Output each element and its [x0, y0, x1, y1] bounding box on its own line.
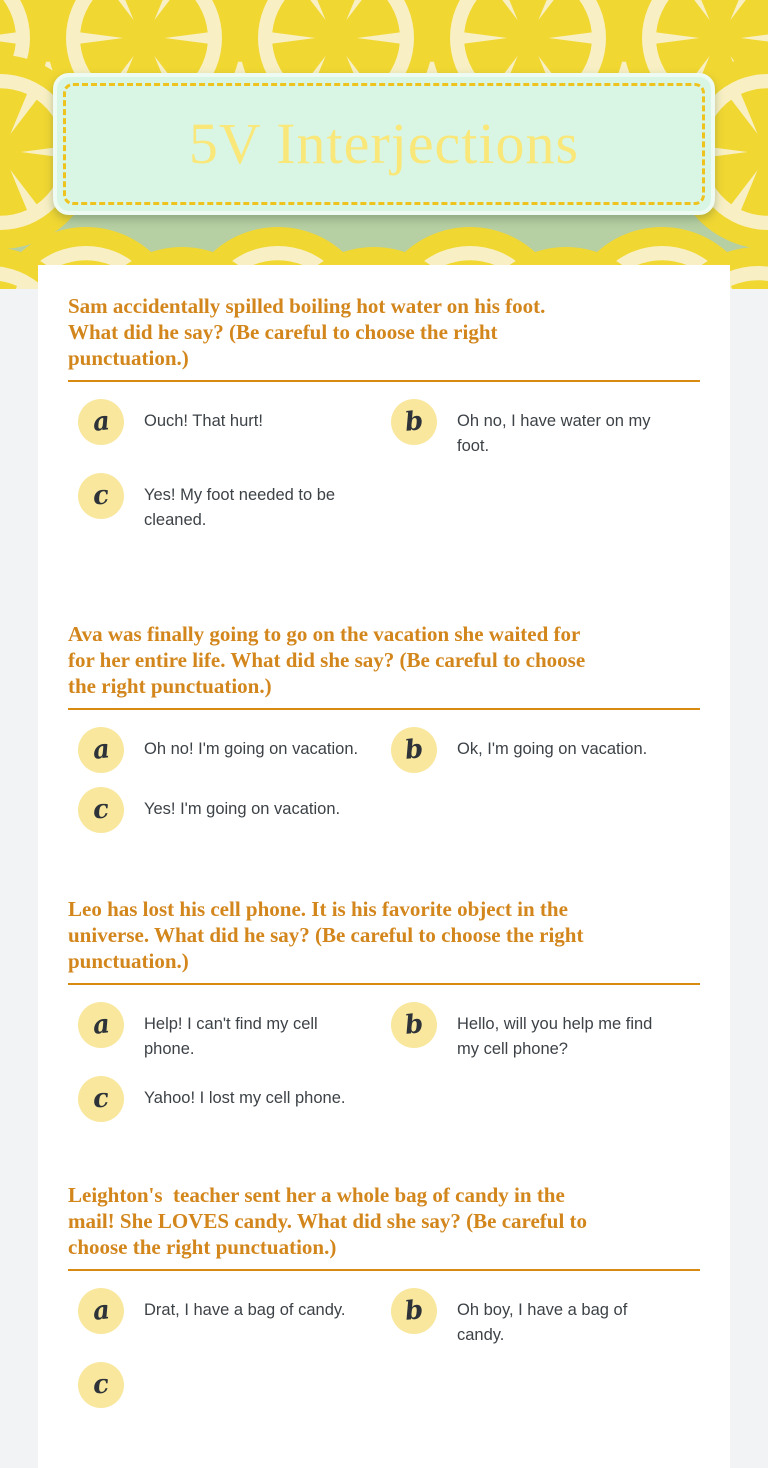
option-letter: b: [403, 1295, 425, 1327]
question-divider: [68, 1269, 700, 1271]
options-grid: [78, 399, 700, 533]
option-letter-badge[interactable]: [391, 399, 437, 445]
option-letter-badge[interactable]: [78, 473, 124, 519]
answer-option-a[interactable]: [78, 1288, 391, 1348]
option-text: Drat, I have a bag of candy.: [144, 1301, 346, 1319]
prompt-line: for her entire life. What did she say? (Be careful to choose: [68, 648, 586, 672]
answer-option-b[interactable]: [391, 1002, 700, 1062]
option-letter: a: [91, 406, 111, 438]
answer-option-b[interactable]: [391, 399, 700, 459]
option-text: Hello, will you help me find my cell phone?: [457, 1015, 653, 1058]
option-letter: c: [91, 480, 111, 512]
question-prompt: [68, 621, 700, 699]
prompt-line: the right punctuation.): [68, 674, 272, 698]
option-text: Yes! My foot needed to be cleaned.: [144, 486, 336, 529]
question-divider: [68, 708, 700, 710]
answer-option-c[interactable]: [78, 473, 391, 533]
prompt-line: Sam accidentally spilled boiling hot water on his foot.: [68, 294, 546, 318]
option-text: Ouch! That hurt!: [144, 412, 263, 430]
option-letter: c: [91, 1083, 111, 1115]
question-prompt: [68, 1182, 700, 1260]
options-grid: [78, 727, 700, 833]
option-text: Oh no! I'm going on vacation.: [144, 740, 359, 758]
option-letter: b: [403, 406, 425, 438]
options-grid: [78, 1002, 700, 1122]
option-letter-badge[interactable]: [78, 1076, 124, 1122]
option-letter: a: [91, 1295, 111, 1327]
question-block-1: [68, 293, 700, 533]
answer-option-c[interactable]: [78, 787, 391, 833]
option-letter-badge[interactable]: [78, 1002, 124, 1048]
option-letter-badge[interactable]: [78, 1362, 124, 1408]
option-letter: c: [91, 1369, 111, 1401]
prompt-line: Ava was finally going to go on the vacation she waited for: [68, 622, 581, 646]
prompt-line: choose the right punctuation.): [68, 1235, 337, 1259]
worksheet-card: [38, 265, 730, 1468]
option-letter: c: [91, 794, 111, 826]
option-letter: a: [91, 734, 111, 766]
options-grid: [78, 1288, 700, 1408]
option-letter-badge[interactable]: [391, 1002, 437, 1048]
prompt-line: mail! She LOVES candy. What did she say? (Be careful to: [68, 1209, 588, 1233]
prompt-line: What did he say? (Be careful to choose the right: [68, 320, 498, 344]
option-letter-badge[interactable]: [78, 1288, 124, 1334]
question-prompt: [68, 293, 700, 371]
answer-option-a[interactable]: [78, 399, 391, 459]
option-letter-badge[interactable]: [391, 1288, 437, 1334]
prompt-line: punctuation.): [68, 346, 189, 370]
answer-option-c[interactable]: [78, 1362, 391, 1408]
prompt-line: punctuation.): [68, 949, 189, 973]
question-block-2: [68, 621, 700, 833]
question-block-3: [68, 896, 700, 1122]
worksheet-title: 5V Interjections: [188, 111, 580, 176]
question-prompt: [68, 896, 700, 974]
worksheet-header: [0, 0, 768, 289]
option-text: Oh boy, I have a bag of candy.: [457, 1301, 628, 1344]
option-letter-badge[interactable]: [78, 399, 124, 445]
title-dashed-frame: [63, 83, 705, 205]
option-letter: a: [91, 1009, 111, 1041]
option-letter: b: [403, 1009, 425, 1041]
prompt-line: Leo has lost his cell phone. It is his favorite object in the: [68, 897, 568, 921]
prompt-line: universe. What did he say? (Be careful to choose the right: [68, 923, 584, 947]
answer-option-a[interactable]: [78, 727, 391, 773]
option-text: Oh no, I have water on my foot.: [457, 412, 651, 455]
option-letter: b: [403, 734, 425, 766]
option-letter-badge[interactable]: [78, 787, 124, 833]
option-text: Ok, I'm going on vacation.: [457, 740, 648, 758]
question-divider: [68, 983, 700, 985]
worksheet-title-box: [53, 73, 715, 215]
answer-option-b[interactable]: [391, 1288, 700, 1348]
question-block-4: [68, 1182, 700, 1408]
question-divider: [68, 380, 700, 382]
prompt-line: Leighton's teacher sent her a whole bag of candy in the: [68, 1183, 565, 1207]
answer-option-a[interactable]: [78, 1002, 391, 1062]
option-text: Yes! I'm going on vacation.: [144, 800, 341, 818]
answer-option-b[interactable]: [391, 727, 700, 773]
answer-option-c[interactable]: [78, 1076, 391, 1122]
option-letter-badge[interactable]: [391, 727, 437, 773]
option-letter-badge[interactable]: [78, 727, 124, 773]
option-text: Help! I can't find my cell phone.: [144, 1015, 318, 1058]
option-text: Yahoo! I lost my cell phone.: [144, 1089, 346, 1107]
